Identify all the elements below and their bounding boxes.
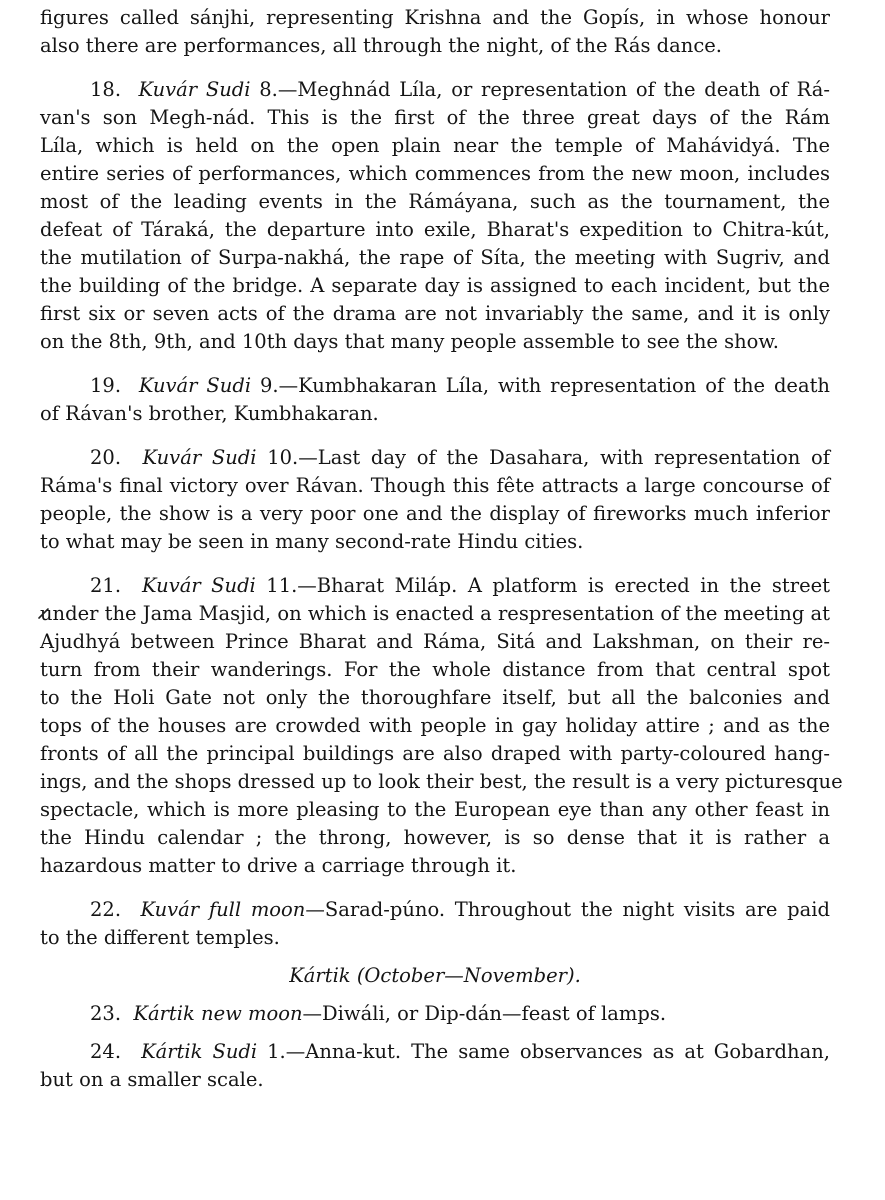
entry-18-line-10: on the 8th, 9th, and 10th days that many people assemble to see the show. <box>40 330 780 353</box>
entry-21-line-10: the Hindu calendar ; the throng, however, is so dense that it is rather a <box>40 826 830 849</box>
month-range: (October—November). <box>356 964 581 987</box>
entry-date: Kártik new moon <box>133 1002 303 1025</box>
entry-20 <box>40 444 830 556</box>
entry-23 <box>40 1000 830 1028</box>
entry-21-line-4: turn from their wanderings. For the whole distance from that central spot <box>40 658 830 681</box>
entry-22 <box>40 896 830 952</box>
entry-date-num: 10. <box>256 446 299 469</box>
entry-20-line-3: people, the show is a very poor one and the display of fireworks much inferior <box>40 502 830 525</box>
entry-20-line-1 <box>40 444 830 472</box>
entry-18-line-6: defeat of Táraká, the departure into exile, Bharat's expedition to Chitra-kút, <box>40 218 830 241</box>
entry-date-num: 1. <box>257 1040 286 1063</box>
entry-number: 21. <box>90 574 122 597</box>
entry-18-line-5: most of the leading events in the Rámáyana, such as the tournament, the <box>40 190 830 213</box>
entry-18-line-3: Líla, which is held on the open plain near the temple of Mahávidyá. The <box>40 134 830 157</box>
entry-21 <box>40 572 843 880</box>
entry-date-num: 9. <box>251 374 279 397</box>
entry-22-line-1 <box>40 896 830 924</box>
entry-text: —Meghnád Líla, or representation of the death of Rá- <box>277 78 830 101</box>
entry-date: Kuvár Sudi <box>142 574 256 597</box>
entry-24-line-2: but on a smaller scale. <box>40 1068 264 1091</box>
entry-20-line-2: Ráma's final victory over Rávan. Though this fête attracts a large concourse of <box>40 474 830 497</box>
month-heading <box>40 962 830 990</box>
entry-text: —Diwáli, or Dip-dán—feast of lamps. <box>302 1002 667 1025</box>
entry-text: —Bharat Miláp. A platform is erected in the street <box>297 574 831 597</box>
entry-18-line-2: van's son Megh-nád. This is the first of the three great days of the Rám <box>40 106 830 129</box>
month-name: Kártik <box>289 964 351 987</box>
entry-24-line-1 <box>40 1038 830 1066</box>
entry-20-line-4: to what may be seen in many second-rate Hindu cities. <box>40 530 584 553</box>
entry-18 <box>40 76 830 356</box>
entry-19-line-2: of Rávan's brother, Kumbhakaran. <box>40 402 379 425</box>
entry-date: Kuvár Sudi <box>142 446 257 469</box>
entry-number: 19. <box>90 374 122 397</box>
entry-21-line-6: tops of the houses are crowded with people in gay holiday attire ; and as the <box>40 714 830 737</box>
entry-text: —Sarad-púno. Throughout the night visits are paid <box>305 898 831 921</box>
entry-21-line-3: Ajudhyá between Prince Bharat and Ráma, Sitá and Lakshman, on their re- <box>40 630 830 653</box>
entry-text: —Last day of the Dasahara, with representation of <box>298 446 830 469</box>
entry-number: 23. <box>90 1002 122 1025</box>
entry-21-line-5: to the Holi Gate not only the thoroughfare itself, but all the balconies and <box>40 686 830 709</box>
entry-number: 22. <box>90 898 122 921</box>
entry-21-line-9: spectacle, which is more pleasing to the European eye than any other feast in <box>40 798 830 821</box>
entry-date-num: 8. <box>250 78 278 101</box>
entry-24 <box>40 1038 830 1094</box>
margin-pen-mark-icon <box>37 606 51 620</box>
entry-date: Kuvár Sudi <box>138 374 252 397</box>
entry-21-line-11: hazardous matter to drive a carriage through it. <box>40 854 517 877</box>
entry-text: —Anna-kut. The same observances as at Gobardhan, <box>285 1040 830 1063</box>
entry-number: 20. <box>90 446 122 469</box>
entry-22-line-2: to the different temples. <box>40 926 280 949</box>
entry-21-line-8: ings, and the shops dressed up to look their best, the result is a very picturesque <box>40 770 843 793</box>
entry-number: 24. <box>90 1040 122 1063</box>
entry-date-num: 11. <box>255 574 298 597</box>
intro-line-1: figures called sánjhi, representing Krishna and the Gopís, in whose honour <box>40 6 830 29</box>
entry-date: Kártik Sudi <box>141 1040 258 1063</box>
entry-19-line-1 <box>40 372 830 400</box>
intro-line-2: also there are performances, all through the night, of the Rás dance. <box>40 34 722 57</box>
entry-date: Kuvár Sudi <box>138 78 251 101</box>
entry-21-line-2: under the Jama Masjid, on which is enacted a respresentation of the meeting at <box>40 602 830 625</box>
entry-18-line-4: entire series of performances, which commences from the new moon, includes <box>40 162 830 185</box>
entry-date: Kuvár full moon <box>140 898 306 921</box>
entry-18-line-7: the mutilation of Surpa-nakhá, the rape of Síta, the meeting with Sugriv, and <box>40 246 830 269</box>
entry-23-line-1 <box>40 1000 830 1028</box>
entry-text: —Kumbhakaran Líla, with representation of the death <box>278 374 830 397</box>
entry-21-line-7: fronts of all the principal buildings are also draped with party-coloured hang- <box>40 742 830 765</box>
document-page <box>40 4 843 1094</box>
entry-number: 18. <box>90 78 122 101</box>
entry-18-line-1 <box>40 76 830 104</box>
entry-18-line-9: first six or seven acts of the drama are not invariably the same, and it is only <box>40 302 830 325</box>
entry-19 <box>40 372 830 428</box>
entry-21-line-1 <box>40 572 830 600</box>
intro-paragraph <box>40 4 830 60</box>
entry-18-line-8: the building of the bridge. A separate day is assigned to each incident, but the <box>40 274 830 297</box>
